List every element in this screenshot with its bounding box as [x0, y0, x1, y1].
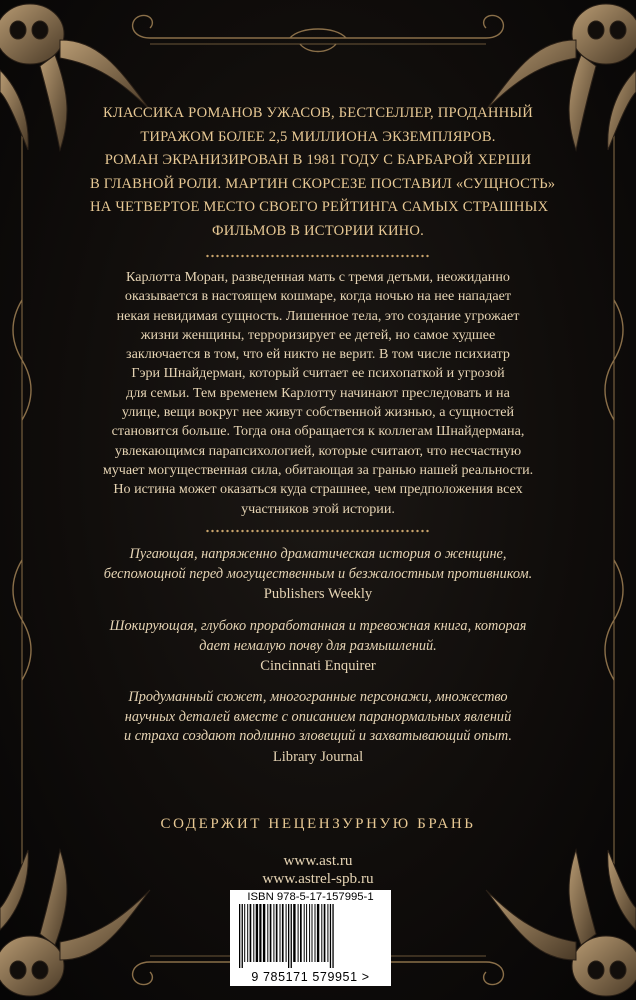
synopsis-line: Но истина может оказаться куда страшнее, чем предположения всех	[113, 481, 523, 498]
barcode-bar	[250, 904, 252, 962]
blurb	[90, 102, 556, 244]
barcode-bar	[291, 904, 292, 968]
barcode-bars	[239, 904, 383, 968]
blurb-line: ФИЛЬМОВ В ИСТОРИИ КИНО.	[211, 222, 425, 239]
barcode-bar	[312, 904, 313, 962]
review-quote-line: Продуманный сюжет, многогранные персонажи, множество	[128, 689, 508, 705]
barcode-bar	[280, 904, 281, 962]
barcode-bar	[263, 904, 265, 962]
synopsis-line: участников этой истории.	[241, 500, 395, 517]
barcode-bar	[256, 904, 258, 962]
website-link[interactable]: www.ast.ru	[283, 852, 353, 869]
review-quote-line: Шокирующая, глубоко проработанная и тревожная книга, которая	[109, 618, 527, 634]
review-publishers-weekly	[70, 545, 566, 605]
barcode-bar	[321, 904, 322, 962]
synopsis	[90, 268, 546, 519]
dotted-divider	[205, 254, 431, 258]
isbn-barcode	[230, 890, 391, 986]
barcode-bar	[300, 904, 302, 962]
blurb-line: В ГЛАВНОЙ РОЛИ. МАРТИН СКОРСЕЗЕ ПОСТАВИЛ «СУЩНОСТЬ»	[90, 175, 556, 192]
review-quote-line: беспомощной перед могущественным и безжалостным противником.	[103, 565, 533, 582]
barcode-bar	[267, 904, 268, 962]
review-quote-line: дает немалую почву для размышлений.	[199, 637, 437, 654]
review-quote	[70, 545, 566, 584]
review-quote	[70, 617, 566, 656]
synopsis-line: Карлотта Моран, разведенная мать с тремя детьми, неожиданно	[126, 269, 510, 285]
barcode-bar	[286, 904, 287, 962]
barcode-bar	[244, 904, 245, 962]
barcode-bar	[259, 904, 261, 962]
barcode-bar	[317, 904, 319, 962]
blurb-line: ТИРАЖОМ БОЛЕЕ 2,5 МИЛЛИОНА ЭКЗЕМПЛЯРОВ.	[140, 128, 496, 145]
barcode-bar	[273, 904, 274, 962]
barcode-bar	[239, 904, 240, 968]
website-link[interactable]: www.astrel-spb.ru	[262, 870, 374, 887]
barcode-bar	[324, 904, 326, 962]
review-source: Cincinnati Enquirer	[260, 658, 376, 674]
content-warning: СОДЕРЖИТ НЕЦЕНЗУРНУЮ БРАНЬ	[160, 816, 476, 832]
synopsis-line: некая невидимая сущность. Лишенное тела, это создание угрожает	[116, 307, 520, 324]
review-source: Publishers Weekly	[263, 586, 373, 602]
synopsis-line: увлекающимся парапсихологией, которые считают, что несчастную	[114, 442, 522, 459]
barcode-bar	[327, 904, 328, 962]
synopsis-line: мучает могущественная сила, обитающая за гранью нашей реальности.	[102, 461, 534, 478]
barcode-bar	[315, 904, 316, 962]
barcode-bar	[330, 904, 331, 968]
synopsis-line: заключается в том, что ей никто не верит. В том числе психиатр	[126, 346, 510, 363]
review-quote-line: и страха создают подлинно зловещий и захватывающий опыт.	[123, 728, 512, 744]
synopsis-line: становится больше. Тогда она обращается к коллегам Шнайдермана,	[111, 423, 525, 440]
barcode-bar	[298, 904, 299, 962]
isbn-label: ISBN 978-5-17-157995-1	[247, 891, 374, 903]
review-quote-line: научных деталей вместе с описанием паранормальных явлений	[124, 708, 512, 725]
barcode-bar	[306, 904, 307, 962]
review-quote-line: Пугающая, напряженно драматическая история о женщине,	[129, 546, 507, 562]
review-cincinnati-enquirer	[70, 617, 566, 677]
synopsis-line: жизни женщины, терроризирует ее детей, но самое худшее	[140, 326, 496, 343]
barcode-bar	[270, 904, 272, 962]
barcode-bar	[293, 904, 295, 962]
barcode-bar	[247, 904, 248, 962]
review-library-journal	[70, 688, 566, 767]
dotted-divider	[205, 529, 431, 533]
synopsis-line: улице, вещи вокруг нее живут собственной жизнью, а сущностей	[121, 404, 515, 421]
barcode-bar	[282, 904, 284, 962]
synopsis-line: оказывается в настоящем кошмаре, когда ночью на нее нападает	[124, 288, 512, 305]
synopsis-line: Гэри Шнайдерман, который считает ее психопаткой и угрозой	[131, 365, 505, 382]
barcode-bar	[253, 904, 254, 962]
blurb-line: КЛАССИКА РОМАНОВ УЖАСОВ, БЕСТСЕЛЛЕР, ПРОДАННЫЙ	[102, 105, 534, 121]
barcode-bar	[242, 904, 243, 968]
review-source: Library Journal	[272, 748, 364, 765]
barcode-bar	[276, 904, 278, 962]
blurb-line: РОМАН ЭКРАНИЗИРОВАН В 1981 ГОДУ С БАРБАРОЙ ХЕРШИ	[104, 152, 532, 169]
barcode-bar	[304, 904, 305, 962]
synopsis-line: для семьи. Тем временем Карлотту начинают преследовать и на	[126, 384, 510, 401]
barcode-bar	[309, 904, 310, 962]
barcode-digits: 9 785171 579951 >	[251, 970, 370, 984]
barcode-bar	[332, 904, 333, 968]
review-quote	[70, 688, 566, 747]
blurb-line: НА ЧЕТВЕРТОЕ МЕСТО СВОЕГО РЕЙТИНГА САМЫХ СТРАШНЫХ	[90, 199, 549, 216]
barcode-bar	[288, 904, 289, 968]
